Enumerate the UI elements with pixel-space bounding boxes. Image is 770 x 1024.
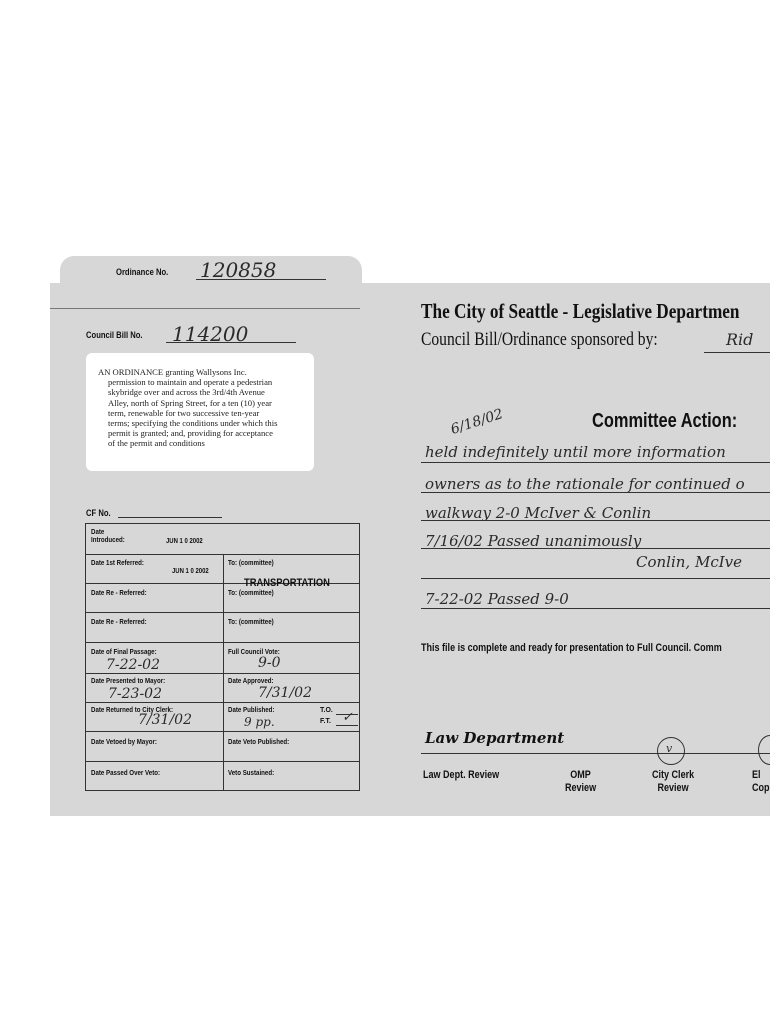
ordinance-description — [98, 367, 306, 449]
sponsor-signature: Rid — [726, 330, 754, 349]
committee-note-line: 7/16/02 Passed unanimously — [425, 532, 642, 550]
council-bill-underline — [166, 342, 296, 343]
passed-over-veto-label: Date Passed Over Veto: — [91, 768, 161, 777]
date-approved-label: Date Approved: — [228, 676, 274, 685]
committee-note-line: Conlin, McIve — [636, 553, 742, 571]
city-clerk-review: City Clerk Review — [652, 769, 695, 794]
ft-checkmark: ✓ — [342, 710, 353, 725]
ordinance-description-box — [86, 353, 314, 471]
committee-date: 6/18/02 — [448, 406, 506, 438]
council-bill-label: Council Bill No. — [86, 330, 143, 340]
committee-action-heading: Committee Action: — [592, 410, 738, 432]
final-passage-label: Date of Final Passage: — [91, 647, 157, 656]
returned-clerk-value: 7/31/02 — [138, 712, 192, 728]
law-department-stamp: Law Department — [425, 729, 565, 747]
to-committee-2-label: To: (committee) — [228, 588, 274, 597]
to-committee-3-label: To: (committee) — [228, 617, 274, 626]
description-line: Alley, north of Spring Street, for a ten (10) year — [108, 397, 272, 408]
presented-mayor-value: 7-23-02 — [108, 686, 162, 702]
ordinance-number: 120858 — [200, 258, 277, 282]
ft-label: F.T. — [320, 718, 331, 725]
cf-underline — [118, 517, 222, 518]
cf-label: CF No. — [86, 508, 111, 518]
date-introduced-label: Date Introduced: — [91, 527, 125, 544]
omp-review: OMP Review — [565, 769, 597, 794]
clerk-initials: v — [666, 742, 673, 755]
description-line: terms; specifying the conditions under which this — [108, 418, 278, 429]
folder-divider — [50, 308, 360, 309]
presented-mayor-label: Date Presented to Mayor: — [91, 676, 166, 685]
to-label: T.O. — [320, 707, 333, 714]
council-bill-number: 114200 — [172, 322, 249, 346]
description-line: AN ORDINANCE granting Wallysons Inc. — [98, 367, 247, 377]
grid-column-divider — [223, 554, 224, 790]
committee-rule — [421, 520, 770, 521]
final-passage-value: 7-22-02 — [106, 657, 160, 673]
to-committee-1-stamp: TRANSPORTATION — [244, 577, 330, 589]
description-line: term, renewable for two successive ten-year — [108, 407, 260, 418]
committee-rule — [421, 492, 770, 493]
legislative-history-grid — [85, 523, 360, 791]
file-complete-statement: This file is complete and ready for presentation to Full Council. Comm — [421, 642, 722, 654]
committee-rule — [421, 462, 770, 463]
first-referred-label: Date 1st Referred: — [91, 558, 144, 567]
date-introduced-stamp: JUN 1 0 2002 — [166, 538, 203, 545]
committee-note-line: owners as to the rationale for continued o — [425, 475, 745, 493]
date-published-label: Date Published: — [228, 705, 275, 714]
el-cop-review: El Cop — [752, 769, 770, 794]
committee-note-line: 7-22-02 Passed 9-0 — [425, 590, 569, 608]
re-referred-2-label: Date Re - Referred: — [91, 617, 147, 626]
review-underline — [421, 753, 770, 754]
full-council-vote-value: 9-0 — [258, 655, 281, 671]
re-referred-1-label: Date Re - Referred: — [91, 588, 147, 597]
ordinance-underline — [196, 279, 326, 280]
description-line: skybridge over and across the 3rd/4th Avenue — [108, 387, 265, 398]
description-line: permit is granted; and, providing for acceptance — [108, 428, 273, 439]
date-published-value: 9 pp. — [244, 715, 275, 729]
committee-rule — [421, 548, 770, 549]
sponsor-underline — [704, 352, 770, 353]
first-referred-stamp: JUN 1 0 2002 — [172, 568, 209, 575]
date-approved-value: 7/31/02 — [258, 685, 312, 701]
full-council-vote-label: Full Council Vote: — [228, 647, 280, 656]
description-line: of the permit and conditions — [108, 438, 205, 449]
sponsor-heading: Council Bill/Ordinance sponsored by: — [421, 329, 658, 350]
returned-clerk-label: Date Returned to City Clerk: — [91, 705, 174, 714]
veto-published-label: Date Veto Published: — [228, 737, 290, 746]
description-line: permission to maintain and operate a pedestrian — [108, 377, 273, 388]
committee-rule — [421, 578, 770, 579]
vetoed-label: Date Vetoed by Mayor: — [91, 737, 157, 746]
law-dept-review: Law Dept. Review — [423, 769, 500, 781]
committee-note-line: walkway 2-0 McIver & Conlin — [425, 504, 652, 522]
committee-note-line: held indefinitely until more information — [425, 443, 726, 461]
to-committee-1-label: To: (committee) — [228, 558, 274, 567]
department-title: The City of Seattle - Legislative Departmen — [421, 299, 740, 323]
ft-underline — [336, 725, 358, 726]
ordinance-label: Ordinance No. — [116, 267, 169, 277]
veto-sustained-label: Veto Sustained: — [228, 768, 275, 777]
committee-rule — [421, 608, 770, 609]
